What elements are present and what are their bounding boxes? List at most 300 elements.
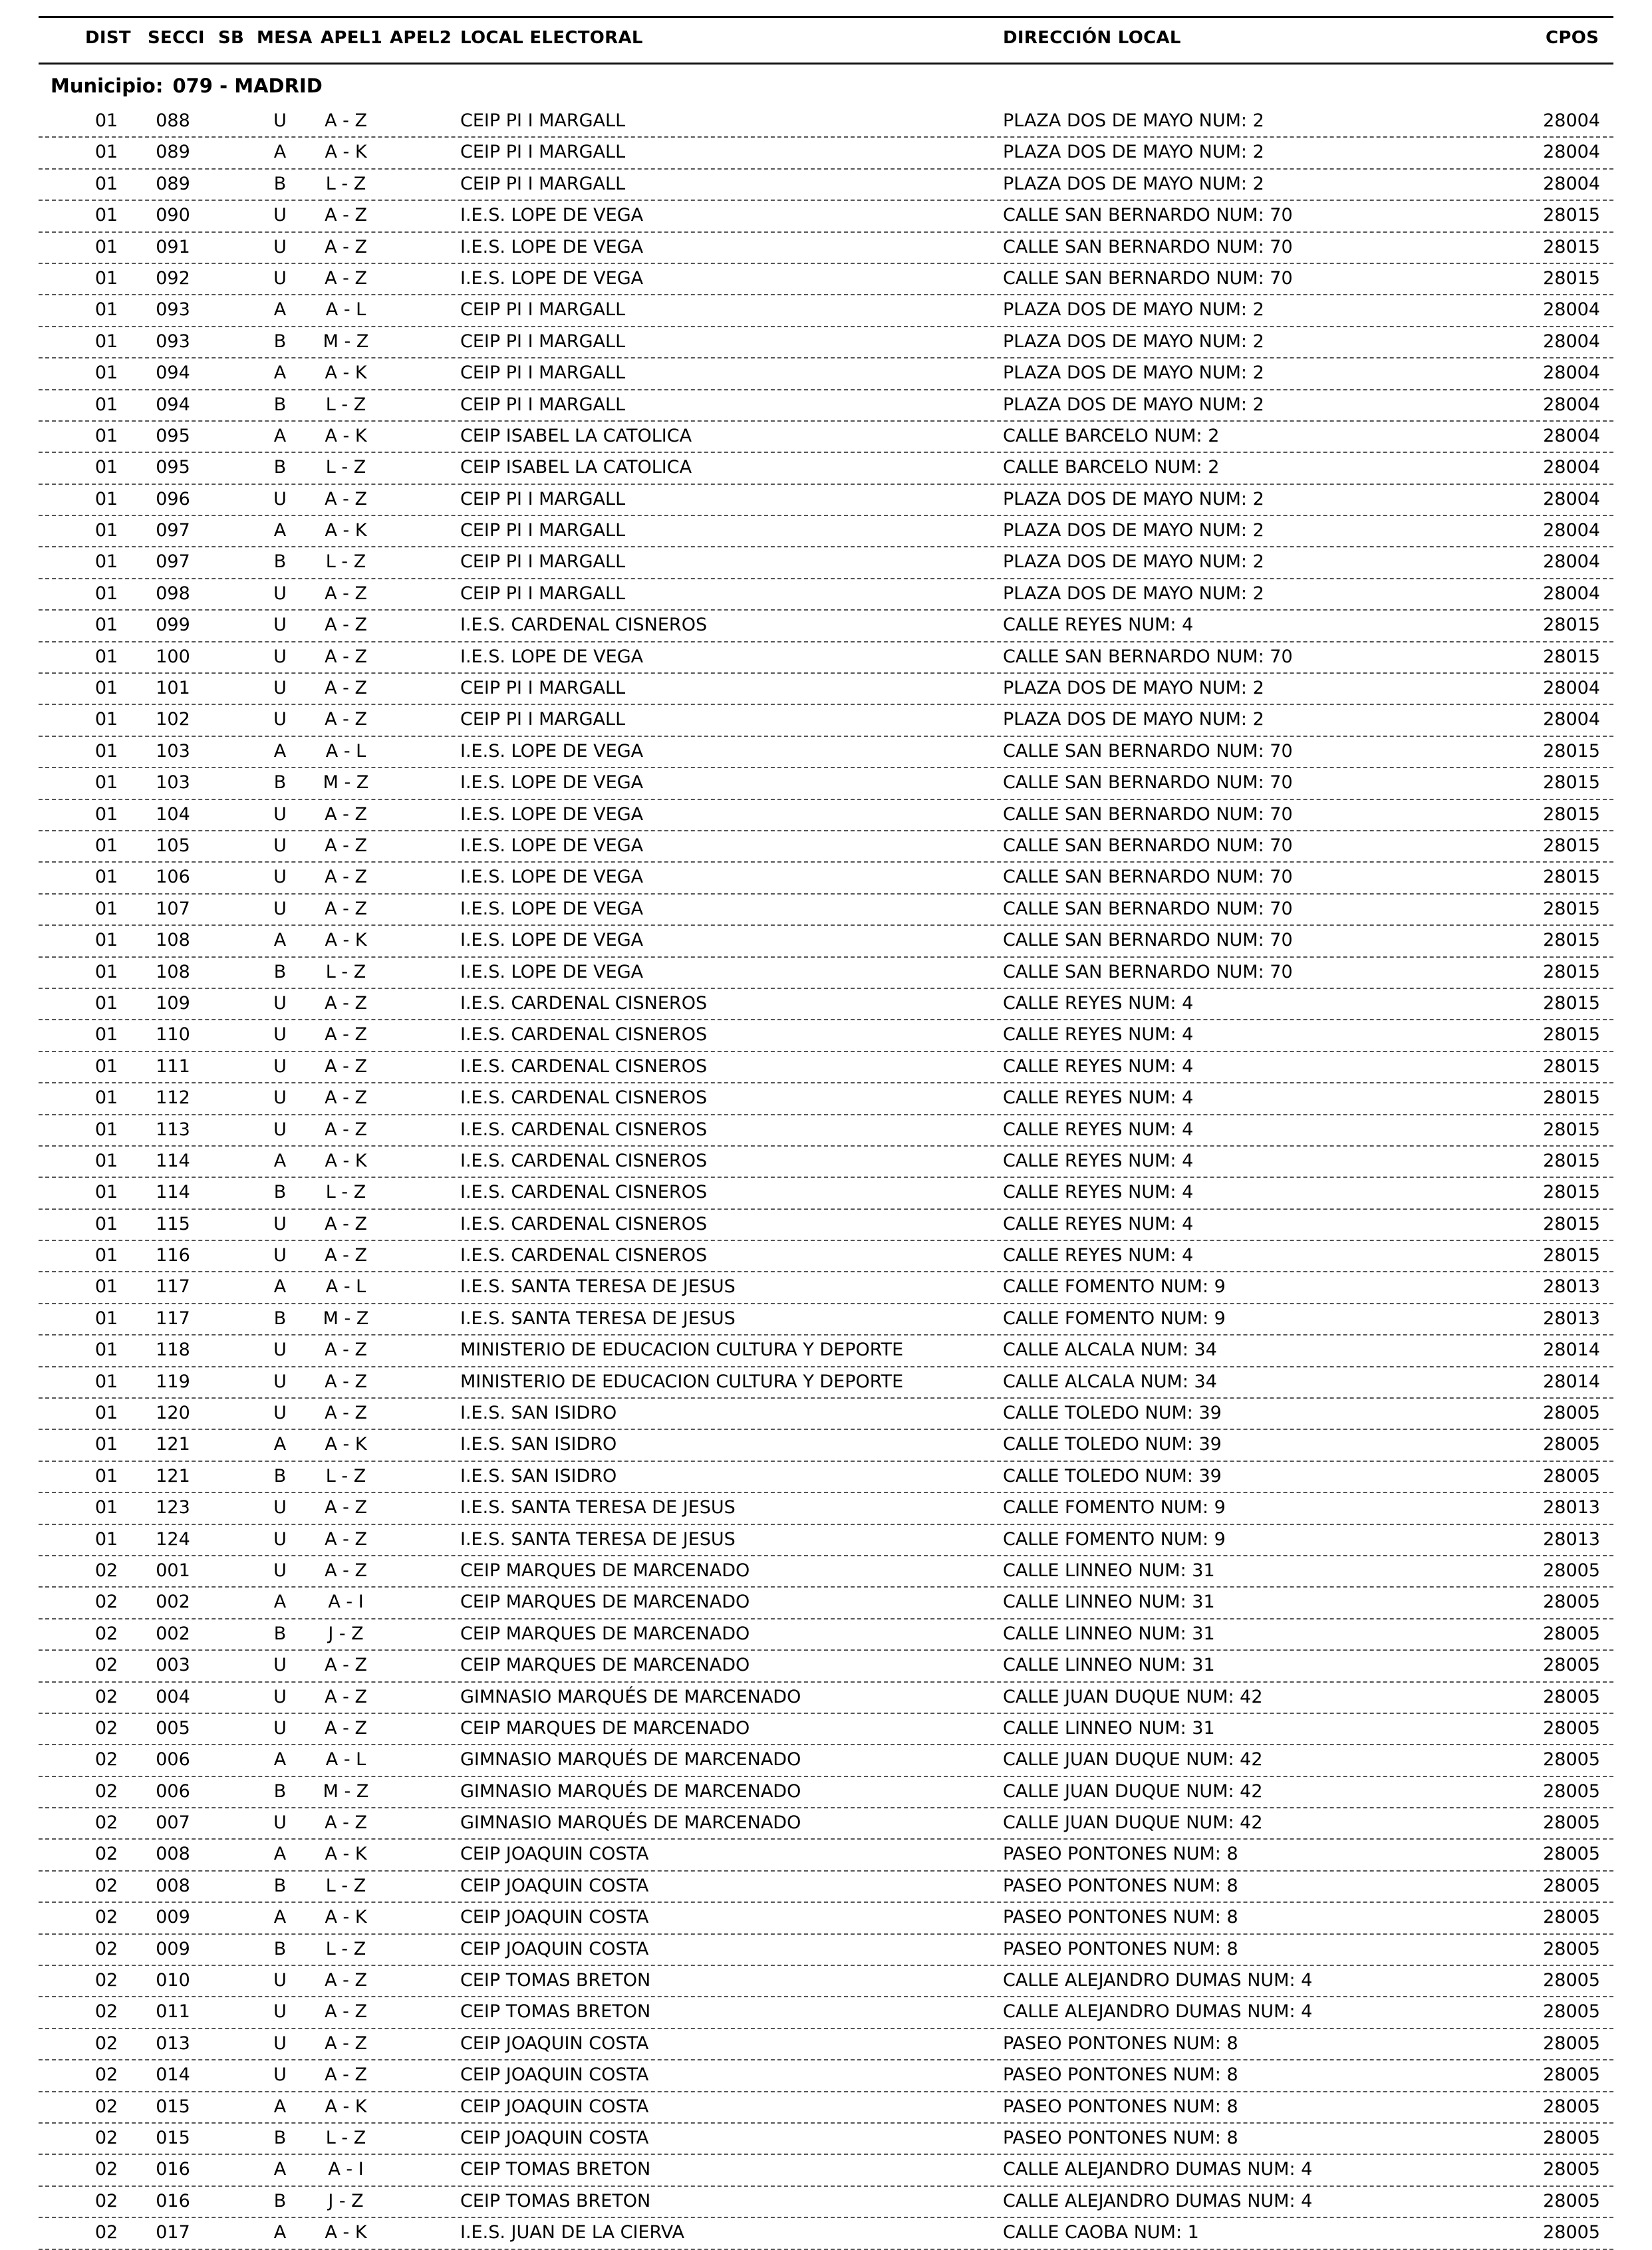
cell-cpos: 28004 — [1543, 142, 1600, 163]
cell-secci: 009 — [156, 1907, 190, 1928]
cell-mesa: U — [273, 678, 287, 699]
table-row — [0, 1808, 1652, 1840]
cell-mesa: U — [273, 615, 287, 636]
cell-apel1: A - Z — [325, 2064, 367, 2086]
cell-apel1: A - Z — [325, 1339, 367, 1361]
table-row — [0, 485, 1652, 516]
cell-dist: 01 — [94, 930, 118, 951]
cell-dist: 02 — [94, 2001, 118, 2023]
cell-secci: 091 — [156, 236, 190, 257]
cell-cpos: 28015 — [1543, 803, 1600, 825]
cell-mesa: A — [273, 425, 287, 446]
cell-apel1: A - Z — [325, 1213, 367, 1234]
cell-apel1: L - Z — [325, 2128, 366, 2148]
cell-cpos: 28015 — [1543, 898, 1600, 919]
cell-local-electoral: CEIP TOMAS BRETON — [460, 2001, 651, 2023]
cell-direccion-local: PLAZA DOS DE MAYO NUM: 2 — [1003, 299, 1264, 321]
cell-direccion-local: PLAZA DOS DE MAYO NUM: 2 — [1003, 551, 1264, 573]
cell-local-electoral: CEIP PI I MARGALL — [460, 488, 626, 509]
cell-local-electoral: I.E.S. LOPE DE VEGA — [460, 961, 644, 982]
cell-secci: 005 — [156, 1717, 190, 1739]
cell-dist: 01 — [94, 488, 118, 509]
cell-local-electoral: MINISTERIO DE EDUCACION CULTURA Y DEPORTE — [460, 1371, 904, 1392]
cell-direccion-local: CALLE LINNEO NUM: 31 — [1003, 1560, 1215, 1581]
cell-secci: 114 — [156, 1150, 190, 1171]
cell-cpos: 28004 — [1543, 425, 1600, 446]
cell-secci: 112 — [156, 1087, 190, 1109]
cell-secci: 016 — [156, 2159, 190, 2180]
cell-secci: 110 — [156, 1024, 190, 1046]
cell-mesa: U — [273, 1055, 287, 1077]
cell-mesa: U — [273, 803, 287, 825]
cell-direccion-local: CALLE REYES NUM: 4 — [1003, 1087, 1194, 1109]
cell-mesa: A — [273, 2096, 287, 2117]
cell-local-electoral: GIMNASIO MARQUÉS DE MARCENADO — [460, 1780, 801, 1802]
cell-mesa: U — [273, 2001, 287, 2023]
cell-cpos: 28004 — [1543, 488, 1600, 509]
cell-dist: 01 — [94, 1371, 118, 1392]
cell-cpos: 28005 — [1543, 2001, 1600, 2023]
cell-cpos: 28005 — [1543, 1465, 1600, 1486]
cell-apel1: A - Z — [325, 678, 367, 699]
cell-cpos: 28015 — [1543, 1055, 1600, 1077]
table-row — [0, 2092, 1652, 2124]
cell-cpos: 28015 — [1543, 867, 1600, 888]
cell-dist: 02 — [94, 2033, 118, 2054]
cell-dist: 02 — [94, 1812, 118, 1834]
cell-direccion-local: CALLE FOMENTO NUM: 9 — [1003, 1497, 1226, 1518]
cell-local-electoral: I.E.S. CARDENAL CISNEROS — [460, 992, 708, 1014]
cell-mesa: B — [273, 1780, 287, 1802]
table-row — [0, 579, 1652, 611]
cell-local-electoral: CEIP PI I MARGALL — [460, 551, 626, 573]
cell-dist: 02 — [94, 2222, 118, 2243]
cell-secci: 088 — [156, 110, 190, 131]
cell-cpos: 28015 — [1543, 1087, 1600, 1109]
cell-direccion-local: CALLE FOMENTO NUM: 9 — [1003, 1528, 1226, 1550]
cell-secci: 103 — [156, 772, 190, 793]
cell-local-electoral: CEIP MARQUES DE MARCENADO — [460, 1717, 750, 1739]
cell-local-electoral: I.E.S. LOPE DE VEGA — [460, 898, 644, 919]
cell-dist: 01 — [94, 551, 118, 573]
cell-apel1: L - Z — [325, 1465, 366, 1486]
cell-local-electoral: I.E.S. CARDENAL CISNEROS — [460, 1119, 708, 1140]
cell-dist: 02 — [94, 1655, 118, 1676]
cell-mesa: B — [273, 2128, 287, 2148]
cell-direccion-local: CALLE SAN BERNARDO NUM: 70 — [1003, 740, 1293, 762]
cell-apel1: A - L — [325, 1749, 366, 1770]
cell-mesa: U — [273, 2033, 287, 2054]
cell-dist: 01 — [94, 173, 118, 194]
cell-apel1: A - Z — [325, 835, 367, 856]
cell-apel1: A - I — [328, 2159, 364, 2180]
cell-dist: 01 — [94, 1087, 118, 1109]
cell-local-electoral: CEIP JOAQUIN COSTA — [460, 2033, 649, 2054]
cell-direccion-local: CALLE SAN BERNARDO NUM: 70 — [1003, 867, 1293, 888]
cell-secci: 108 — [156, 930, 190, 951]
cell-cpos: 28015 — [1543, 835, 1600, 856]
cell-local-electoral: CEIP JOAQUIN COSTA — [460, 2128, 649, 2148]
cell-local-electoral: CEIP MARQUES DE MARCENADO — [460, 1623, 750, 1644]
cell-local-electoral: CEIP MARQUES DE MARCENADO — [460, 1560, 750, 1581]
cell-dist: 02 — [94, 2096, 118, 2117]
cell-dist: 02 — [94, 2190, 118, 2211]
table-row — [0, 106, 1652, 138]
header-secci: SECCI — [148, 28, 205, 48]
cell-apel1: A - I — [328, 1592, 364, 1613]
cell-cpos: 28015 — [1543, 740, 1600, 762]
table-row — [0, 958, 1652, 989]
cell-dist: 01 — [94, 142, 118, 163]
cell-direccion-local: CALLE ALEJANDRO DUMAS NUM: 4 — [1003, 2190, 1313, 2211]
cell-dist: 02 — [94, 1749, 118, 1770]
cell-direccion-local: PLAZA DOS DE MAYO NUM: 2 — [1003, 394, 1264, 415]
cell-dist: 02 — [94, 1560, 118, 1581]
cell-apel1: L - Z — [325, 1875, 366, 1896]
cell-apel1: A - Z — [325, 1812, 367, 1834]
table-row — [0, 1935, 1652, 1966]
table-row — [0, 453, 1652, 484]
table-row — [0, 674, 1652, 705]
table-row — [0, 642, 1652, 674]
table-row — [0, 800, 1652, 831]
cell-cpos: 28015 — [1543, 267, 1600, 289]
cell-apel1: L - Z — [325, 1182, 366, 1203]
municipio-label: Municipio: — [51, 74, 164, 97]
cell-cpos: 28004 — [1543, 551, 1600, 573]
cell-mesa: B — [273, 394, 287, 415]
cell-secci: 093 — [156, 299, 190, 321]
cell-local-electoral: CEIP MARQUES DE MARCENADO — [460, 1655, 750, 1676]
cell-dist: 02 — [94, 2159, 118, 2180]
cell-direccion-local: CALLE SAN BERNARDO NUM: 70 — [1003, 930, 1293, 951]
cell-apel1: A - Z — [325, 1371, 367, 1392]
cell-mesa: U — [273, 1497, 287, 1518]
cell-local-electoral: CEIP ISABEL LA CATOLICA — [460, 425, 692, 446]
cell-apel1: A - K — [325, 2222, 367, 2243]
cell-secci: 007 — [156, 1812, 190, 1834]
cell-direccion-local: CALLE SAN BERNARDO NUM: 70 — [1003, 205, 1293, 226]
cell-direccion-local: CALLE ALEJANDRO DUMAS NUM: 4 — [1003, 1970, 1313, 1991]
cell-local-electoral: I.E.S. CARDENAL CISNEROS — [460, 1213, 708, 1234]
table-row — [0, 1272, 1652, 1304]
cell-local-electoral: CEIP TOMAS BRETON — [460, 2159, 651, 2180]
cell-apel1: A - Z — [325, 1087, 367, 1109]
table-row — [0, 926, 1652, 957]
cell-mesa: A — [273, 520, 287, 541]
cell-mesa: U — [273, 867, 287, 888]
cell-mesa: A — [273, 1907, 287, 1928]
cell-local-electoral: CEIP PI I MARGALL — [460, 678, 626, 699]
table-row — [0, 2187, 1652, 2218]
cell-dist: 02 — [94, 1717, 118, 1739]
cell-secci: 119 — [156, 1371, 190, 1392]
cell-cpos: 28005 — [1543, 1749, 1600, 1770]
cell-mesa: U — [273, 1087, 287, 1109]
cell-apel1: A - K — [325, 142, 367, 163]
cell-local-electoral: I.E.S. LOPE DE VEGA — [460, 803, 644, 825]
cell-secci: 001 — [156, 1560, 190, 1581]
cell-dist: 01 — [94, 425, 118, 446]
table-row — [0, 2029, 1652, 2060]
cell-dist: 01 — [94, 898, 118, 919]
cell-cpos: 28005 — [1543, 1403, 1600, 1424]
cell-dist: 01 — [94, 236, 118, 257]
cell-secci: 123 — [156, 1497, 190, 1518]
cell-local-electoral: CEIP PI I MARGALL — [460, 394, 626, 415]
header-cpos: CPOS — [1546, 28, 1599, 48]
cell-secci: 096 — [156, 488, 190, 509]
cell-dist: 01 — [94, 678, 118, 699]
table-row — [0, 1997, 1652, 2029]
cell-cpos: 28005 — [1543, 2159, 1600, 2180]
cell-dist: 01 — [94, 961, 118, 982]
cell-mesa: B — [273, 331, 287, 352]
cell-direccion-local: CALLE SAN BERNARDO NUM: 70 — [1003, 898, 1293, 919]
cell-secci: 102 — [156, 709, 190, 730]
cell-dist: 02 — [94, 1970, 118, 1991]
cell-secci: 109 — [156, 992, 190, 1014]
cell-local-electoral: I.E.S. CARDENAL CISNEROS — [460, 615, 708, 636]
cell-secci: 092 — [156, 267, 190, 289]
cell-mesa: B — [273, 961, 287, 982]
cell-secci: 004 — [156, 1686, 190, 1707]
cell-apel1: L - Z — [325, 394, 366, 415]
cell-apel1: A - K — [325, 425, 367, 446]
cell-secci: 002 — [156, 1592, 190, 1613]
cell-direccion-local: PLAZA DOS DE MAYO NUM: 2 — [1003, 110, 1264, 131]
table-row — [0, 547, 1652, 579]
cell-direccion-local: PLAZA DOS DE MAYO NUM: 2 — [1003, 488, 1264, 509]
cell-mesa: A — [273, 2159, 287, 2180]
table-row — [0, 1430, 1652, 1461]
cell-local-electoral: I.E.S. LOPE DE VEGA — [460, 646, 644, 667]
cell-direccion-local: CALLE LINNEO NUM: 31 — [1003, 1623, 1215, 1644]
table-row — [0, 1651, 1652, 1682]
cell-dist: 01 — [94, 1276, 118, 1298]
cell-cpos: 28004 — [1543, 362, 1600, 384]
cell-local-electoral: I.E.S. SANTA TERESA DE JESUS — [460, 1276, 736, 1298]
header-apel1: APEL1 — [321, 28, 383, 48]
cell-cpos: 28005 — [1543, 1907, 1600, 1928]
cell-apel1: A - Z — [325, 110, 367, 131]
cell-mesa: B — [273, 2190, 287, 2211]
cell-cpos: 28005 — [1543, 2096, 1600, 2117]
cell-local-electoral: I.E.S. CARDENAL CISNEROS — [460, 1055, 708, 1077]
cell-cpos: 28005 — [1543, 1844, 1600, 1865]
cell-mesa: U — [273, 835, 287, 856]
cell-apel1: J - Z — [328, 1623, 364, 1644]
cell-mesa: U — [273, 992, 287, 1014]
cell-mesa: A — [273, 1434, 287, 1455]
cell-local-electoral: CEIP PI I MARGALL — [460, 110, 626, 131]
cell-direccion-local: CALLE SAN BERNARDO NUM: 70 — [1003, 236, 1293, 257]
cell-cpos: 28015 — [1543, 772, 1600, 793]
cell-mesa: U — [273, 488, 287, 509]
cell-dist: 01 — [94, 1339, 118, 1361]
cell-direccion-local: PASEO PONTONES NUM: 8 — [1003, 1907, 1238, 1928]
cell-direccion-local: PASEO PONTONES NUM: 8 — [1003, 1875, 1238, 1896]
cell-dist: 01 — [94, 646, 118, 667]
cell-local-electoral: I.E.S. LOPE DE VEGA — [460, 930, 644, 951]
cell-mesa: U — [273, 898, 287, 919]
cell-mesa: B — [273, 457, 287, 478]
cell-dist: 01 — [94, 394, 118, 415]
cell-apel1: L - Z — [325, 173, 366, 194]
cell-secci: 095 — [156, 457, 190, 478]
cell-mesa: U — [273, 1655, 287, 1676]
cell-secci: 094 — [156, 362, 190, 384]
table-row — [0, 264, 1652, 295]
table-row — [0, 895, 1652, 926]
cell-cpos: 28015 — [1543, 1213, 1600, 1234]
cell-apel1: A - L — [325, 299, 366, 321]
table-row — [0, 1115, 1652, 1147]
cell-dist: 01 — [94, 992, 118, 1014]
cell-dist: 02 — [94, 1623, 118, 1644]
table-row — [0, 737, 1652, 768]
cell-apel1: L - Z — [325, 1938, 366, 1959]
cell-mesa: U — [273, 583, 287, 604]
header-apel2: APEL2 — [390, 28, 452, 48]
table-row — [0, 1367, 1652, 1399]
cell-mesa: A — [273, 299, 287, 321]
cell-secci: 093 — [156, 331, 190, 352]
header-top-rule — [39, 16, 1613, 18]
cell-secci: 013 — [156, 2033, 190, 2054]
cell-direccion-local: CALLE BARCELO NUM: 2 — [1003, 425, 1220, 446]
cell-cpos: 28005 — [1543, 1938, 1600, 1959]
table-row — [0, 1210, 1652, 1241]
cell-apel1: A - Z — [325, 1970, 367, 1991]
cell-secci: 120 — [156, 1403, 190, 1424]
cell-direccion-local: PASEO PONTONES NUM: 8 — [1003, 2096, 1238, 2117]
cell-dist: 01 — [94, 267, 118, 289]
cell-direccion-local: CALLE ALEJANDRO DUMAS NUM: 4 — [1003, 2159, 1313, 2180]
cell-local-electoral: I.E.S. CARDENAL CISNEROS — [460, 1182, 708, 1203]
cell-cpos: 28015 — [1543, 1245, 1600, 1266]
cell-direccion-local: CALLE REYES NUM: 4 — [1003, 615, 1194, 636]
cell-secci: 015 — [156, 2128, 190, 2148]
cell-direccion-local: CALLE SAN BERNARDO NUM: 70 — [1003, 803, 1293, 825]
cell-secci: 014 — [156, 2064, 190, 2086]
cell-direccion-local: CALLE REYES NUM: 4 — [1003, 1182, 1194, 1203]
cell-apel1: A - Z — [325, 205, 367, 226]
cell-secci: 017 — [156, 2222, 190, 2243]
cell-direccion-local: CALLE SAN BERNARDO NUM: 70 — [1003, 646, 1293, 667]
cell-mesa: U — [273, 1024, 287, 1046]
cell-apel1: L - Z — [325, 961, 366, 982]
cell-apel1: A - Z — [325, 1024, 367, 1046]
cell-mesa: B — [273, 173, 287, 194]
cell-direccion-local: PLAZA DOS DE MAYO NUM: 2 — [1003, 709, 1264, 730]
table-row — [0, 201, 1652, 232]
cell-local-electoral: CEIP MARQUES DE MARCENADO — [460, 1592, 750, 1613]
table-row — [0, 1399, 1652, 1430]
cell-apel1: A - Z — [325, 1655, 367, 1676]
cell-dist: 01 — [94, 615, 118, 636]
cell-local-electoral: CEIP PI I MARGALL — [460, 142, 626, 163]
cell-dist: 01 — [94, 1182, 118, 1203]
cell-cpos: 28004 — [1543, 394, 1600, 415]
cell-mesa: U — [273, 1812, 287, 1834]
table-row — [0, 863, 1652, 894]
cell-secci: 117 — [156, 1308, 190, 1329]
cell-cpos: 28005 — [1543, 1560, 1600, 1581]
cell-secci: 089 — [156, 173, 190, 194]
cell-direccion-local: CALLE JUAN DUQUE NUM: 42 — [1003, 1812, 1263, 1834]
cell-direccion-local: CALLE TOLEDO NUM: 39 — [1003, 1434, 1222, 1455]
cell-mesa: U — [273, 1717, 287, 1739]
cell-apel1: A - K — [325, 930, 367, 951]
cell-secci: 116 — [156, 1245, 190, 1266]
cell-local-electoral: CEIP PI I MARGALL — [460, 583, 626, 604]
cell-cpos: 28005 — [1543, 1780, 1600, 1802]
cell-dist: 02 — [94, 2064, 118, 2086]
cell-secci: 006 — [156, 1780, 190, 1802]
cell-direccion-local: CALLE TOLEDO NUM: 39 — [1003, 1403, 1222, 1424]
cell-direccion-local: CALLE JUAN DUQUE NUM: 42 — [1003, 1780, 1263, 1802]
cell-apel1: A - Z — [325, 488, 367, 509]
cell-local-electoral: CEIP TOMAS BRETON — [460, 2190, 651, 2211]
cell-cpos: 28015 — [1543, 236, 1600, 257]
cell-cpos: 28004 — [1543, 173, 1600, 194]
cell-local-electoral: I.E.S. SANTA TERESA DE JESUS — [460, 1497, 736, 1518]
cell-apel1: A - Z — [325, 992, 367, 1014]
cell-dist: 01 — [94, 520, 118, 541]
cell-secci: 106 — [156, 867, 190, 888]
cell-secci: 006 — [156, 1749, 190, 1770]
cell-secci: 104 — [156, 803, 190, 825]
cell-secci: 008 — [156, 1875, 190, 1896]
cell-mesa: B — [273, 1465, 287, 1486]
cell-dist: 01 — [94, 299, 118, 321]
table-row — [0, 1619, 1652, 1651]
cell-apel1: L - Z — [325, 551, 366, 573]
cell-direccion-local: CALLE SAN BERNARDO NUM: 70 — [1003, 772, 1293, 793]
cell-apel1: A - Z — [325, 803, 367, 825]
cell-direccion-local: CALLE REYES NUM: 4 — [1003, 992, 1194, 1014]
cell-mesa: U — [273, 1213, 287, 1234]
cell-local-electoral: I.E.S. SAN ISIDRO — [460, 1434, 617, 1455]
cell-dist: 02 — [94, 1844, 118, 1865]
header-dist: DIST — [85, 28, 131, 48]
cell-direccion-local: CALLE SAN BERNARDO NUM: 70 — [1003, 835, 1293, 856]
cell-direccion-local: CALLE ALCALA NUM: 34 — [1003, 1339, 1217, 1361]
cell-local-electoral: CEIP PI I MARGALL — [460, 299, 626, 321]
cell-apel1: A - Z — [325, 709, 367, 730]
cell-dist: 01 — [94, 803, 118, 825]
cell-mesa: U — [273, 1560, 287, 1581]
table-row — [0, 611, 1652, 642]
cell-cpos: 28014 — [1543, 1371, 1600, 1392]
cell-direccion-local: CALLE BARCELO NUM: 2 — [1003, 457, 1220, 478]
cell-mesa: A — [273, 142, 287, 163]
cell-local-electoral: I.E.S. LOPE DE VEGA — [460, 205, 644, 226]
table-row — [0, 1840, 1652, 1871]
cell-direccion-local: PLAZA DOS DE MAYO NUM: 2 — [1003, 583, 1264, 604]
cell-dist: 02 — [94, 1875, 118, 1896]
cell-apel1: A - Z — [325, 1717, 367, 1739]
cell-local-electoral: I.E.S. LOPE DE VEGA — [460, 835, 644, 856]
cell-mesa: A — [273, 1844, 287, 1865]
cell-dist: 01 — [94, 772, 118, 793]
cell-cpos: 28013 — [1543, 1528, 1600, 1550]
table-row — [0, 1304, 1652, 1336]
cell-local-electoral: GIMNASIO MARQUÉS DE MARCENADO — [460, 1749, 801, 1770]
cell-dist: 02 — [94, 1592, 118, 1613]
table-row — [0, 1493, 1652, 1524]
